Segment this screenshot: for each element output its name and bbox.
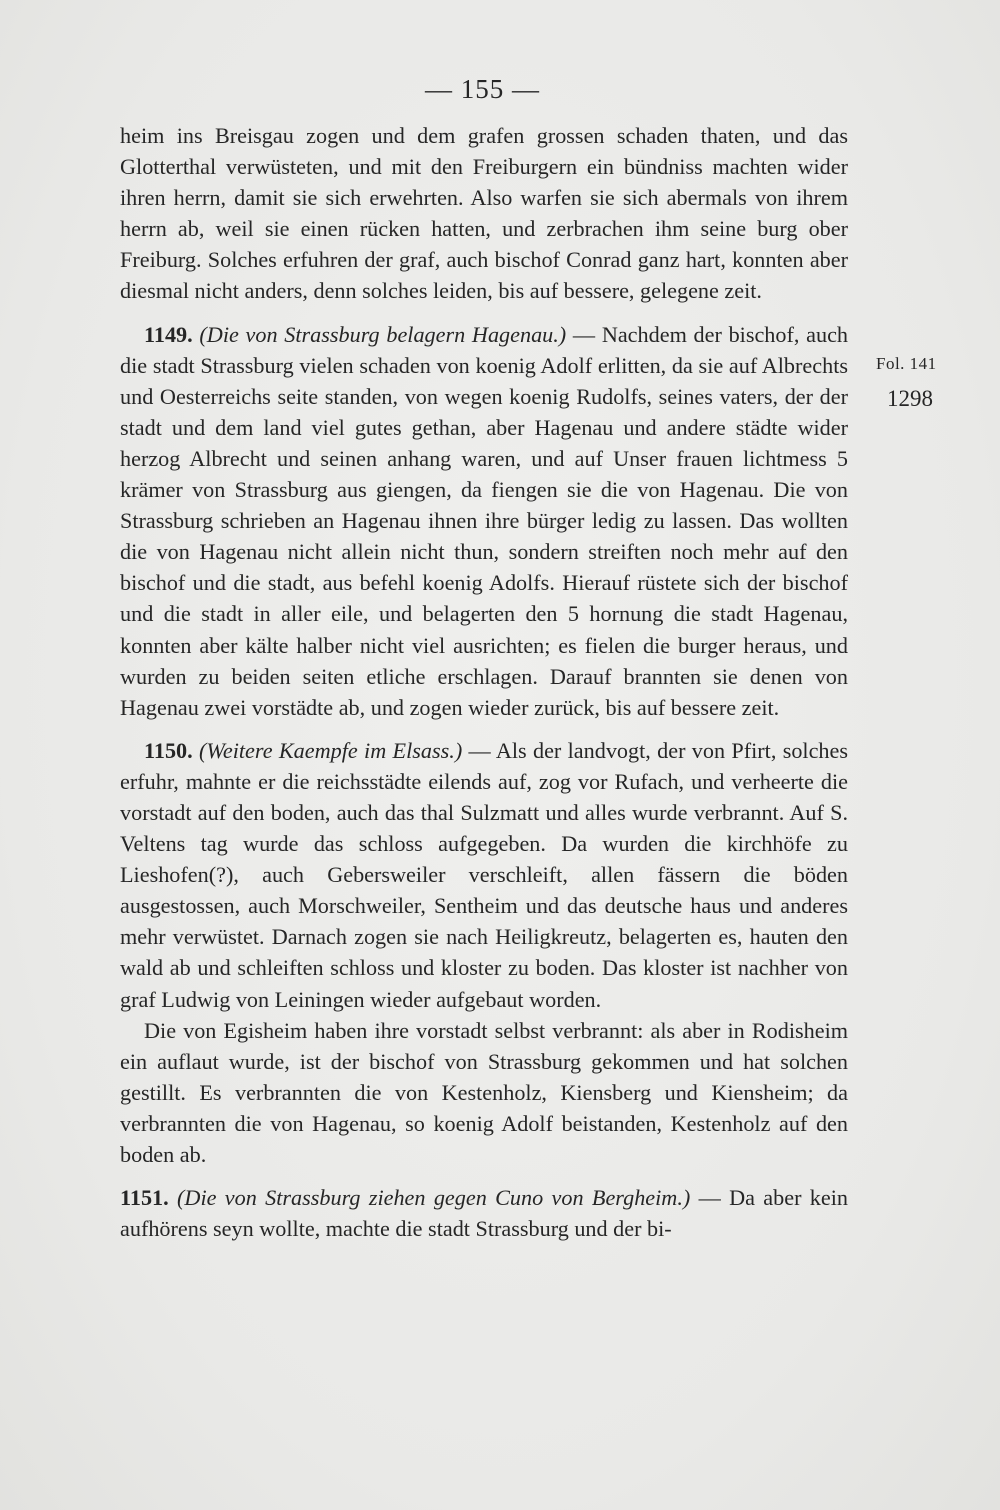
section-title: (Die von Strassburg belagern Hagenau.) bbox=[199, 321, 567, 347]
section-text: — Da aber kein aufhörens seyn wollte, machte die stadt Strassburg und der bi- bbox=[120, 1185, 849, 1242]
section-text: — Als der landvogt, der von Pfirt, solches erfuhr, mahnte er die reichsstädte eilends auf, zog vor Rufach, und verheerte die vorstadt auf den boden, auch das thal Sulzmatt und alles wurde verbrannt. Auf S. Veltens tag wurde das schloss aufgegeben. Da wurden die kirchhöfe zu Lieshofen(?), auch Gebersweiler verschleift, allen fässern die böden ausgestossen, auch Morschweiler, Sentheim und das deutsche haus und anderes mehr verwüstet. Darnach zogen sie nach Heiligkreutz, belagerten es, hauten den wald ab und schleiften schloss und kloster zu boden. Das kloster ist nachher von graf Ludwig von Leiningen wieder aufgebaut worden. bbox=[120, 737, 849, 1012]
page-number: — 155 — bbox=[425, 74, 540, 104]
intro-paragraph: heim ins Breisgau zogen und dem grafen grossen schaden thaten, und das Glotterthal verwüsteten, und mit den Freiburgern ein bündniss machten wider ihren herrn, damit sie sich erwehrten. Also warfen sie sich abermals von ihrem herrn ab, weil sie einen rücken hatten, und zerbrachen ihm seine burg ober Freiburg. Solches erfuhren der graf, auch bischof Conrad ganz hart, konnten aber diesmal nicht anders, denn solches leiden, bis auf bessere, gelegene zeit. bbox=[120, 123, 848, 304]
section-text: — Nachdem der bischof, auch die stadt Strassburg vielen schaden von koenig Adolf erlitten, da sie auf Albrechts und Oesterreichs seite standen, von wegen koenig Rudolfs, seines vaters, der der stadt und dem land viel gutes gethan, aber Hagenau und andere städte wider herzog Albrecht und seinen anhang waren, und auf Unser frauen lichtmess 5 krämer von Strassburg aus giengen, da fiengen sie die von Hagenau. Die von Strassburg schrieben an Hagenau ihnen ihre bürger ledig zu lassen. Das wollten die von Hagenau nicht allein nicht thun, sondern streiften noch mehr auf den bischof und die stadt, aus befehl koenig Adolfs. Hierauf rüstete sich der bischof und die stadt in aller eile, und belagerten den 5 hornung die stadt Hagenau, konnten aber kälte halber nicht viel ausrichten; es fielen die burger heraus, und wurden zu beiden seiten etliche erschlagen. Darauf brannten sie denen von Hagenau zwei vorstädte ab, und zogen wieder zurück, bis auf bessere zeit. bbox=[120, 321, 849, 720]
section-number: 1150. bbox=[144, 737, 193, 763]
section-number: 1151. bbox=[120, 1185, 169, 1211]
section-number: 1149. bbox=[144, 321, 193, 347]
section-1149 bbox=[120, 319, 848, 723]
section-1151 bbox=[120, 1182, 848, 1244]
body-text bbox=[120, 120, 848, 1244]
margin-folio-note: Fol. 141 bbox=[876, 354, 937, 373]
section-1150 bbox=[120, 735, 848, 1015]
section-title: (Die von Strassburg ziehen gegen Cuno von Bergheim.) bbox=[177, 1185, 691, 1211]
paragraph-egisheim: Die von Egisheim haben ihre vorstadt selbst verbrannt: als aber in Rodisheim ein auflaut wurde, ist der bischof von Strassburg gekommen und hat solchen gestillt. Es verbrannten die von Kestenholz, Kiensberg und Kiensheim; da verbrannten die von Hagenau, so koenig Adolf beistanden, Kestenholz auf den boden ab. bbox=[120, 1017, 848, 1167]
margin-year-note: 1298 bbox=[887, 386, 933, 411]
section-title: (Weitere Kaempfe im Elsass.) bbox=[199, 737, 463, 763]
